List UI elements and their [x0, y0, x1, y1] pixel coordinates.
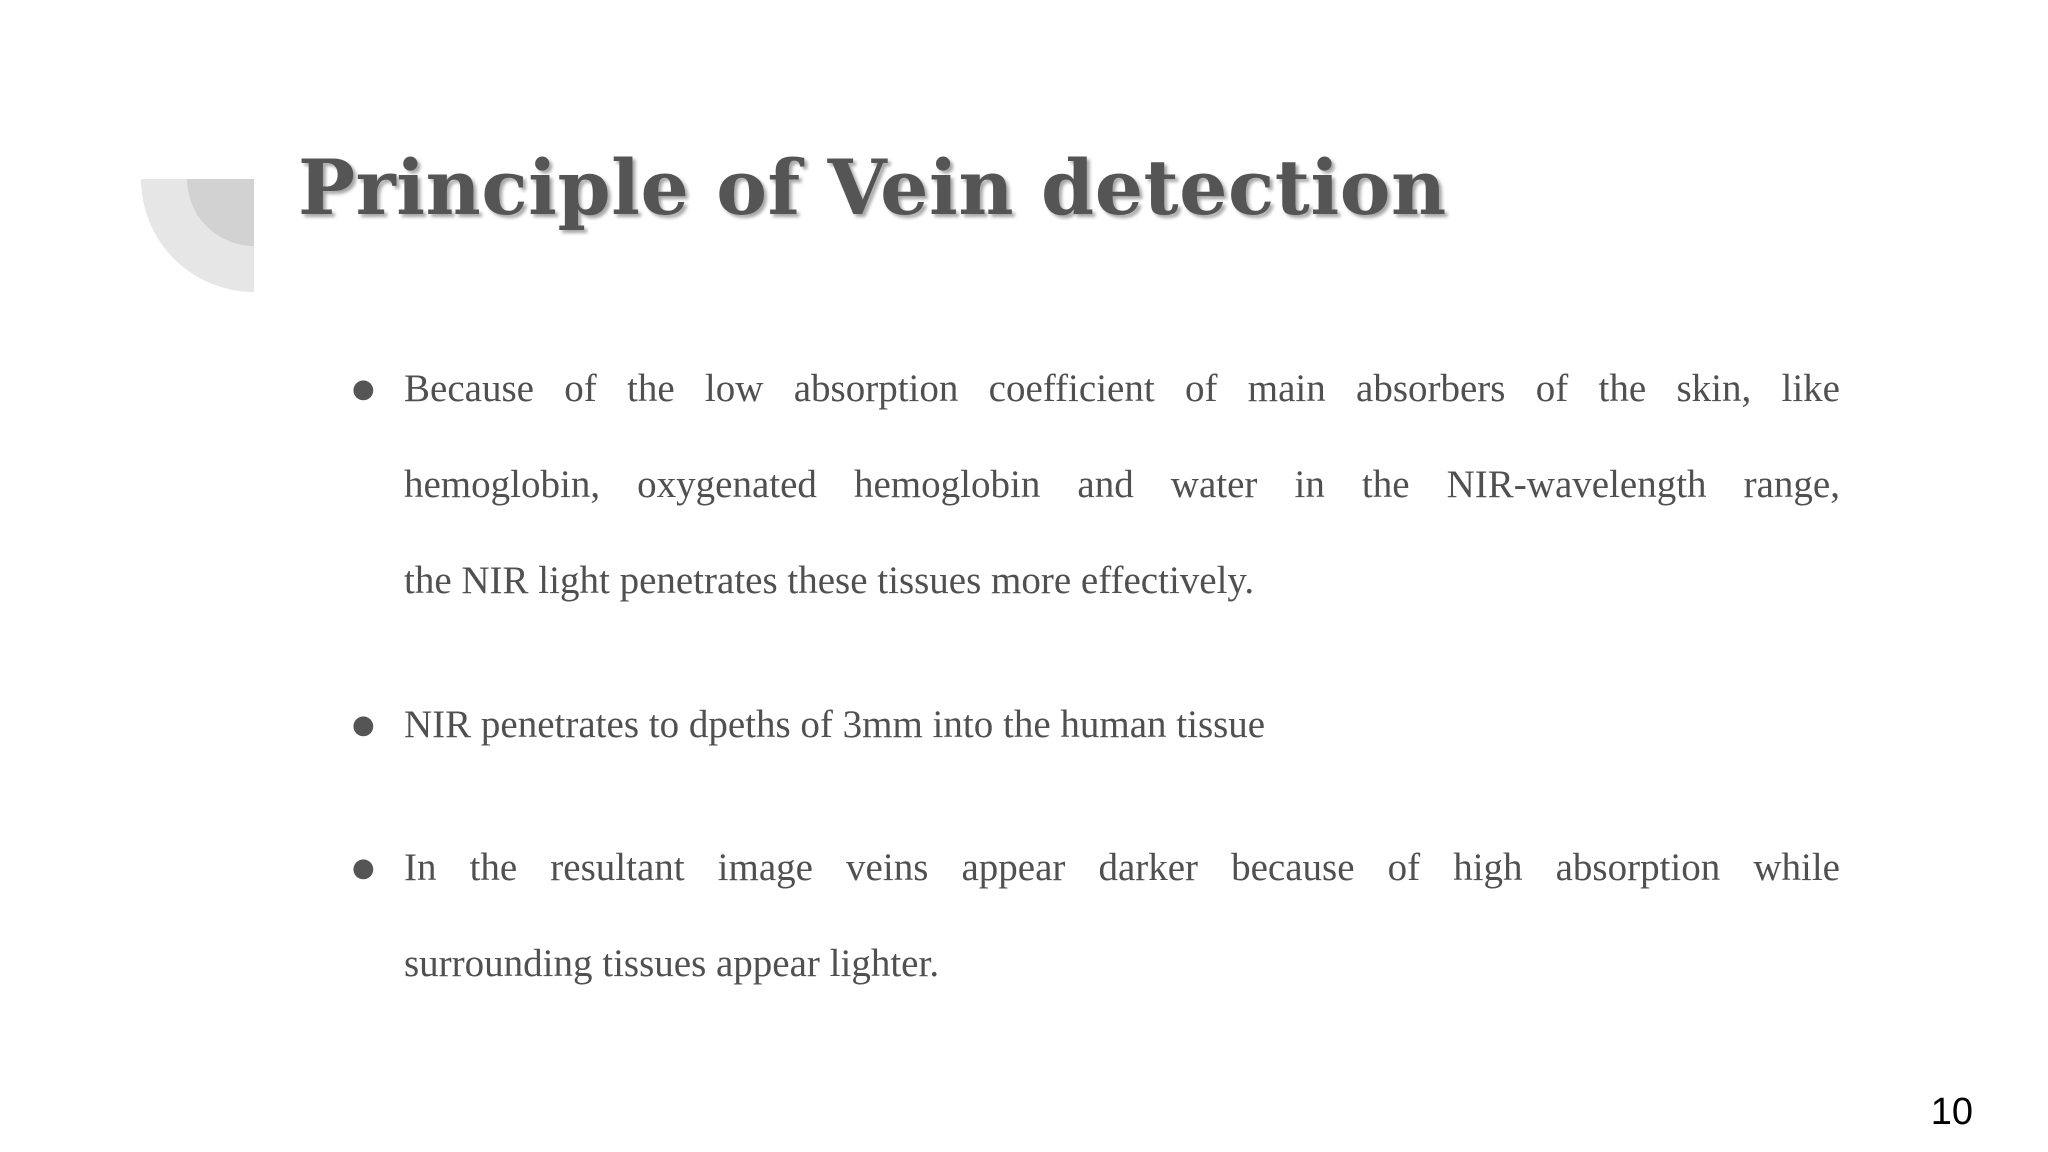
bullet-line: In the resultant image veins appear darker because of high absorption while: [404, 846, 1840, 889]
page-number: 10: [1930, 1091, 1973, 1133]
bullet-item-penetration-depth: [352, 677, 1840, 773]
bullet-dot-icon: ●: [352, 710, 375, 740]
bullet-item-resultant-image: [352, 820, 1840, 1012]
bullet-line: surrounding tissues appear lighter.: [404, 942, 940, 985]
slide-title: Principle of Vein detection: [298, 143, 1447, 232]
bullet-line: the NIR light penetrates these tissues more effectively.: [404, 559, 1255, 602]
bullet-dot-icon: ●: [352, 853, 375, 883]
bullet-line: hemoglobin, oxygenated hemoglobin and water in the NIR-wavelength range,: [404, 463, 1840, 506]
bullet-dot-icon: ●: [352, 374, 375, 404]
bullet-line: Because of the low absorption coefficient of main absorbers of the skin, like: [404, 367, 1840, 410]
bullet-line: NIR penetrates to dpeths of 3mm into the human tissue: [404, 703, 1266, 746]
bullet-item-absorption: [352, 341, 1840, 629]
